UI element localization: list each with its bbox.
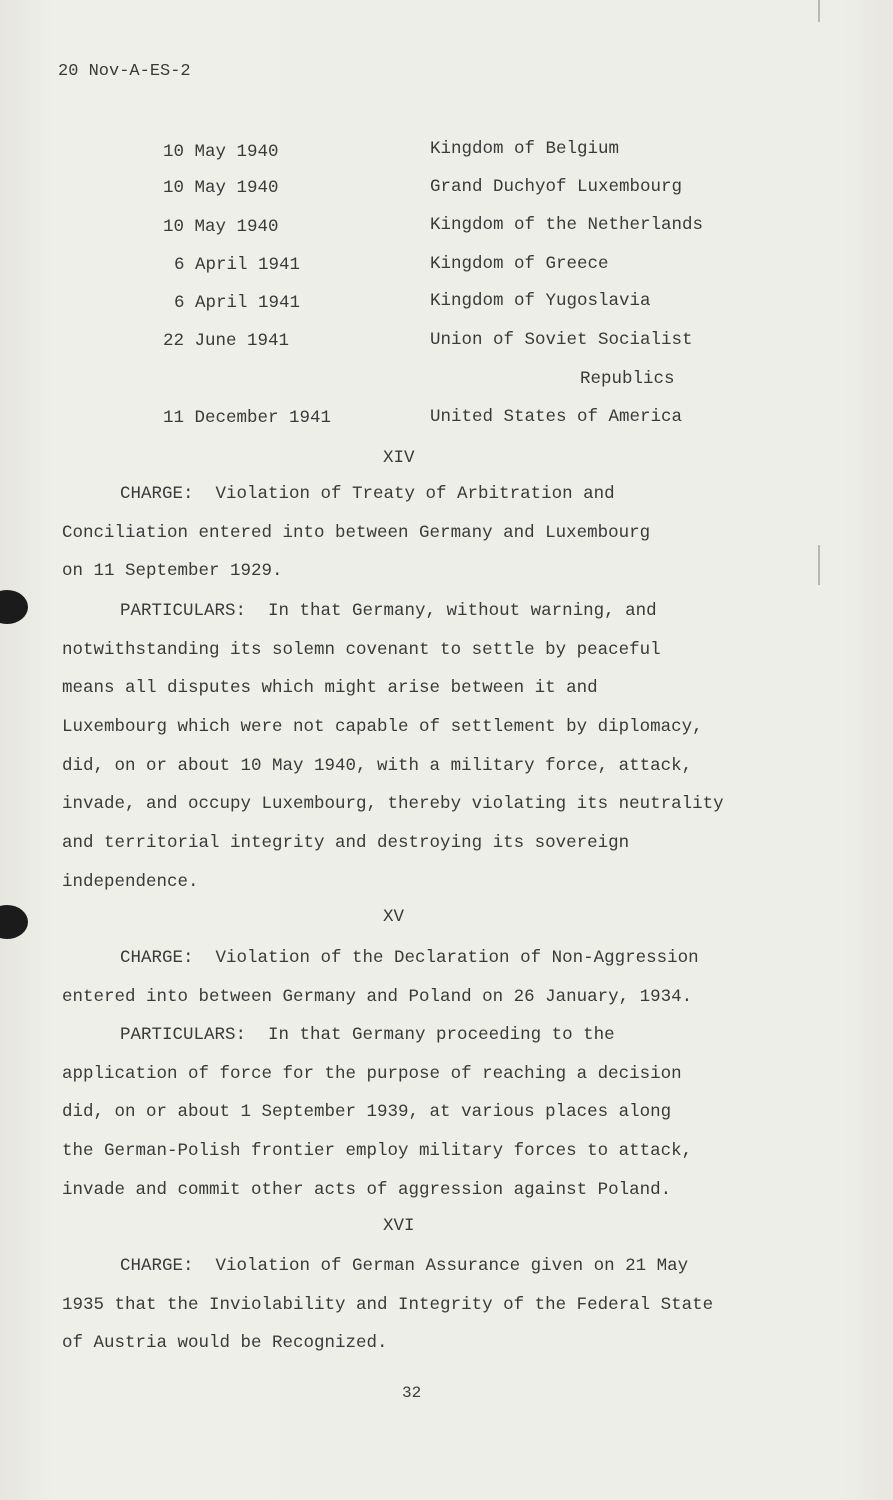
particulars-line: the German-Polish frontier employ military forces to attack, (62, 1141, 693, 1162)
particulars-line: and territorial integrity and destroying its sovereign (62, 833, 630, 854)
section-xvi-charge (62, 1254, 802, 1370)
particulars-line: did, on or about 10 May 1940, with a military force, attack, (62, 755, 693, 776)
charge-line: CHARGE: Violation of Treaty of Arbitration and (120, 484, 615, 504)
charge-line: of Austria would be Recognized. (62, 1333, 388, 1354)
table-country: Kingdom of Yugoslavia (430, 291, 651, 311)
section-xiv-charge (62, 482, 802, 598)
table-country: United States of America (430, 407, 683, 427)
punch-hole (0, 590, 28, 624)
table-date: 6 April 1941 (174, 293, 301, 313)
table-date: 10 May 1940 (163, 217, 279, 237)
section-xv-charge (62, 946, 802, 1023)
particulars-line: invade and commit other acts of aggression against Poland. (62, 1179, 672, 1200)
table-country: Grand Duchyof Luxembourg (430, 177, 683, 197)
charge-label: CHARGE: (120, 948, 194, 968)
page-number: 32 (402, 1384, 422, 1402)
particulars-line: Luxembourg which were not capable of settlement by diplomacy, (62, 717, 703, 738)
section-numeral: XV (383, 907, 405, 927)
edge-mark (818, 0, 820, 22)
charge-line: 1935 that the Inviolability and Integrity of the Federal State (62, 1294, 714, 1315)
table-country: Union of Soviet Socialist (430, 330, 693, 350)
particulars-line: means all disputes which might arise between it and (62, 678, 598, 699)
table-date: 10 May 1940 (163, 142, 279, 162)
particulars-line: PARTICULARS: In that Germany, without warning, and (120, 601, 657, 621)
charge-line: Conciliation entered into between Germany and Luxembourg (62, 522, 651, 543)
charge-line: on 11 September 1929. (62, 561, 283, 582)
charge-line: entered into between Germany and Poland on 26 January, 1934. (62, 986, 693, 1007)
charge-label: CHARGE: (120, 484, 194, 504)
table-date: 22 June 1941 (163, 331, 290, 351)
particulars-line: application of force for the purpose of reaching a decision (62, 1063, 682, 1084)
charge-label: CHARGE: (120, 1256, 194, 1276)
particulars-line: independence. (62, 871, 199, 892)
table-country: Kingdom of the Netherlands (430, 215, 704, 235)
punch-hole (0, 905, 28, 939)
particulars-line: invade, and occupy Luxembourg, thereby violating its neutrality (62, 794, 724, 815)
section-numeral: XVI (383, 1216, 415, 1236)
particulars-line: PARTICULARS: In that Germany proceeding to the (120, 1025, 615, 1045)
table-country: Kingdom of Belgium (430, 139, 620, 159)
particulars-line: did, on or about 1 September 1939, at various places along (62, 1102, 672, 1123)
table-date: 11 December 1941 (163, 408, 332, 428)
table-country: Kingdom of Greece (430, 254, 609, 274)
particulars-line: notwithstanding its solemn covenant to settle by peaceful (62, 639, 661, 660)
table-date: 6 April 1941 (174, 255, 301, 275)
document-reference: 20 Nov-A-ES-2 (58, 62, 191, 81)
section-xv-particulars (62, 1023, 802, 1216)
section-xiv-particulars (62, 599, 802, 909)
table-date: 10 May 1940 (163, 178, 279, 198)
edge-mark (818, 545, 820, 585)
charge-line: CHARGE: Violation of German Assurance given on 21 May (120, 1256, 689, 1276)
table-country: Republics (580, 369, 675, 389)
particulars-label: PARTICULARS: (120, 1025, 247, 1045)
charge-line: CHARGE: Violation of the Declaration of Non-Aggression (120, 948, 699, 968)
section-numeral: XIV (383, 448, 415, 468)
particulars-label: PARTICULARS: (120, 601, 247, 621)
